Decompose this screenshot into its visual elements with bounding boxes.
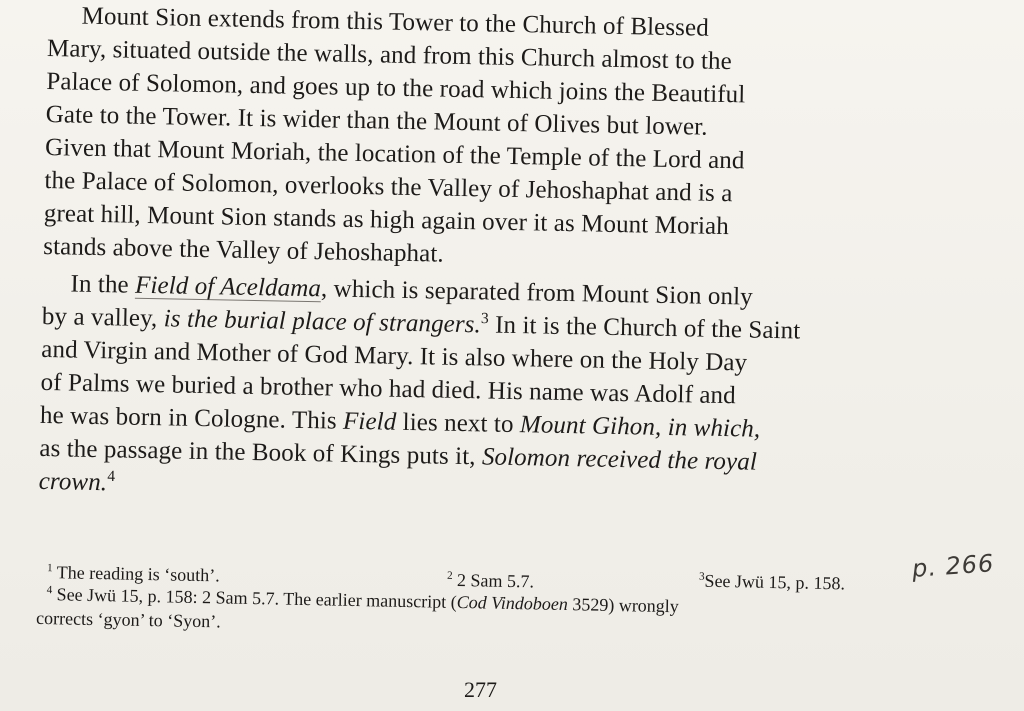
footnote-1 [47,562,220,586]
p1-line-7: great hill, Mount Sion stands as high again over it as Mount Moriah [43,199,730,241]
footnote-4-text-a: See Jwü 15, p. 158: 2 Sam 5.7. The earlier manuscript ( [51,584,457,612]
p1-line-1: Mount Sion extends from this Tower to the Church of Blessed [81,2,710,42]
p2-l2-text-c: In it is the Church of the Saint [488,311,801,345]
footnote-4-italic: Cod Vindoboen [456,591,569,615]
footnote-ref-3: 3 [480,310,490,328]
footnote-4-mark: 4 [46,584,53,597]
footnote-1-mark: 1 [46,562,53,575]
p2-l5-text-a: he was born in Cologne. This [39,401,344,435]
footnote-4-line-2: corrects ‘gyon’ to ‘Syon’. [35,607,221,632]
footnote-3-mark: 3 [698,570,705,583]
p2-line-4: of Palms we buried a brother who had died. His name was Adolf and [40,368,737,410]
p1-line-4: Gate to the Tower. It is wider than the Mount of Olives but lower. [45,100,708,141]
footnote-4-text-c: 3529) wrongly [567,594,679,617]
footnote-2-text: 2 Sam 5.7. [452,569,535,592]
footnote-ref-4: 4 [107,467,116,486]
footnote-3 [699,571,845,595]
p1-line-8: stands above the Valley of Jehoshaphat. [43,232,445,268]
p2-l1-text-a: In the [70,270,136,299]
p2-l7-italic: crown. [38,467,108,497]
footnote-2 [447,570,534,593]
p2-line-7 [38,468,115,497]
p1-line-5: Given that Mount Moriah, the location of the Temple of the Lord and [44,133,745,175]
footnote-3-text: See Jwü 15, p. 158. [704,570,846,594]
p2-l6-text-a: as the passage in the Book of Kings puts it, [39,434,483,471]
page-number: 277 [464,677,497,702]
footnote-1-text: The reading is ‘south’. [52,562,220,586]
p2-line-3: and Virgin and Mother of God Mary. It is also where on the Holy Day [41,335,748,377]
p2-l2-italic: is the burial place of strangers. [163,305,482,339]
p2-l1-text-c: , which is separated from Mount Sion only [320,275,754,311]
main-text [35,0,888,632]
p2-l2-text-a: by a valley, [41,302,165,333]
p2-l5-italic-field: Field [342,407,397,436]
p2-l1-italic: Field of Aceldama [134,271,322,303]
p2-l5-text-c: lies next to [396,408,521,439]
p1-line-6: the Palace of Solomon, overlooks the Valley of Jehoshaphat and is a [44,166,733,208]
handwritten-margin-note: p. 266 [911,549,996,583]
p2-l6-italic: Solomon received the royal [481,443,758,476]
footnote-2-mark: 2 [446,569,453,582]
p1-line-2: Mary, situated outside the walls, and from this Church almost to the [46,34,733,76]
p1-line-3: Palace of Solomon, and goes up to the road which joins the Beautiful [46,67,746,109]
p2-l5-italic-gihon: Mount Gihon, in which, [519,411,761,443]
